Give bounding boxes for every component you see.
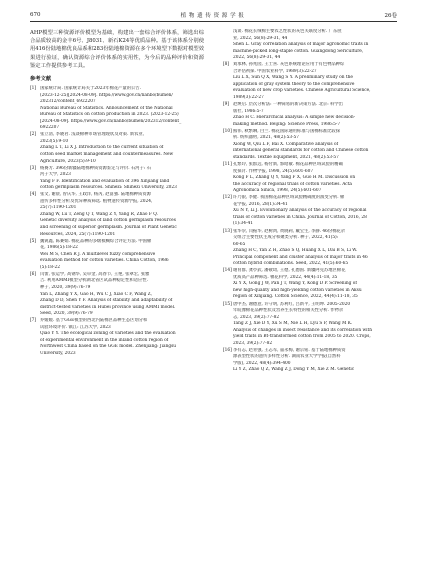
reference-text	[233, 229, 397, 268]
reference-line: 版社, 1986:5-7	[233, 108, 264, 114]
reference-line: making method. Beijing: Science Press, 1986:5-7	[233, 121, 341, 127]
reference-text	[40, 272, 204, 318]
reference-line: Principal component and cluster analysis of major traits in 46	[233, 254, 368, 260]
reference-line: Yang F F. Identification and evaluation of 396 Xinjiang land	[40, 178, 170, 184]
reference-line: Bureau of Statistics on cotton production in 2023. (2023-12-25)	[40, 112, 179, 118]
header-rule	[30, 21, 397, 22]
reference-number: [12]	[223, 195, 232, 201]
reference-line: 202312/content_6922207	[40, 99, 96, 105]
reference-line: Zhang L T, Li X J. Introduction to the current situation of	[40, 145, 164, 151]
reference-line: 赵焕启. 层次分析法: 一种简易的新决策方法. 北京: 科学出	[233, 102, 343, 108]
running-header	[30, 10, 397, 20]
reference-line: 孔繁玲, 张群远, 杨付新, 郭昭敏. 棉花品种区域试验的精确	[233, 162, 343, 167]
reference-line: 2023, 39(2):77-82	[233, 340, 273, 346]
reference-line: Northwest China based on the GGE model. Zhenjiang: Jiangsu	[40, 344, 177, 350]
reference-line: Zhang D D, Shen Y F. Analysis of stability and adaptability of	[40, 298, 173, 304]
reference-item	[30, 272, 204, 318]
reference-line: 花学报, 2016, 28(1):34-41	[233, 201, 288, 207]
reference-line: machine-picked long-staple cotton. Guangdong Sericulture,	[233, 48, 364, 54]
reference-number: [11]	[223, 162, 232, 167]
reference-number: [6]	[30, 271, 37, 277]
reference-line: Shen L. Gray correlation analysis of major agronomic traits in	[233, 42, 369, 48]
reference-line: National Bureau of Statistics. Announcement of the National	[40, 105, 173, 111]
reference-number: [13]	[223, 228, 232, 234]
references-list-left	[30, 86, 204, 357]
reference-line: 种子, 2020, 39(9):76-79	[40, 284, 91, 290]
reference-number: [1]	[30, 86, 37, 92]
reference-line: new high-quality and high-yielding cotton varieties in Aksu	[233, 287, 362, 293]
reference-line: Resources, 2024, 25(7):1190-1201	[40, 231, 116, 237]
reference-text	[233, 348, 397, 374]
reference-text	[233, 195, 397, 228]
reference-item	[30, 132, 204, 165]
reference-text	[40, 318, 204, 357]
reference-line: 2023(5):9-10	[40, 138, 69, 144]
reference-number	[223, 29, 233, 62]
reference-line: 吉. 利用AMMI模型分析湖北省区试品种稳定性和适应性.	[40, 278, 148, 284]
reference-item	[223, 29, 397, 62]
reference-line: Zhang H C, Yan Z H, Zhao S Q, Huang X L, Dai B S, Li W.	[233, 248, 358, 254]
reference-number: [8]	[223, 62, 230, 68]
reference-text	[40, 239, 204, 272]
reference-text	[233, 302, 397, 348]
reference-line: 源表型性状的遗传多样性分析. 湖南农业大学学报(自然科	[233, 354, 341, 360]
reference-line: 河子大学, 2023	[40, 172, 71, 178]
volume-label: 26卷	[384, 13, 397, 19]
reference-item	[30, 318, 204, 357]
reference-text	[40, 86, 204, 132]
reference-line: 张华崇, 闫振华, 赵树禹, 黄晓莉, 戴宝生, 李静. 46份棉花杂	[233, 228, 346, 234]
reference-line: cotton hybrid combinations. Seed, 2022, 41(5):60-65	[233, 261, 349, 267]
reference-line: application of gray system theory to the comprehensive	[233, 81, 355, 87]
journal-title: 植 物 遗 传 资 源 学 报	[180, 13, 245, 19]
reference-number: [14]	[223, 268, 232, 274]
reference-item	[223, 162, 397, 195]
body-paragraph: AHP模型三种资源评价模型为基础，构建出一套综合评价体系，筛选出综合品质较高的金丰6号、J8031、新石K24等优质品种。基于该体系分别使用416份陆地棉优良品系和283份陆地棉资源在多个环境型下数据对模型效果进行验证，确认资源综合评价体系的实用性，为今后的品种评价和资源鉴定工作提供参考工具。	[30, 30, 204, 69]
reference-number: [15]	[223, 301, 232, 307]
reference-line: University, 2023	[40, 350, 76, 356]
reference-line: 国家统计局. 国家统计局关于2023年棉花产量的公告.	[40, 86, 141, 92]
reference-line: 年皖豫棉花品种性状及营养生长特性的相关性分析. 作物杂	[233, 308, 344, 314]
reference-line: Xiong W, Qiu L F, Bai X. Comparative analysis of	[233, 141, 339, 147]
reference-line: Qiao Y Y. The ecological zoning of varieties and the evaluation	[40, 331, 176, 337]
reference-line: 熊伟, 秋繁琳, 白兰. 棉花国际通用标准与国棉标准比较探	[233, 128, 341, 134]
reference-line: 乔媛媛. 基于GGE模型的西北内陆棉区品种生态区划分和	[40, 318, 148, 324]
reference-line[interactable]: [2024-08-09]. https://www.gov.cn/lianbo/bumen/202312/content_	[40, 118, 182, 124]
reference-line: Agriculture, 2023(5):9-10	[40, 158, 96, 164]
reference-line: Zhang W, Lu T, Zeng Q T, Wang Z Y, Yang R, Zhao F Q.	[40, 211, 158, 217]
reference-number: [2]	[30, 132, 37, 138]
reference-number: [4]	[30, 192, 37, 198]
reference-line: the accuracy of regional trials of cotton varieties. Acta	[233, 181, 352, 187]
reference-item	[30, 86, 204, 132]
reference-line: 2022, 56(8):29-31, 44	[233, 55, 281, 61]
reference-line: (1):34-41	[233, 221, 253, 227]
reference-line: Analysis of changes in insect resistance and its correlation with	[233, 327, 373, 333]
reference-line: Li Y Z, Zhao Q Z, Wang Z J, Dong Y M, Xie Z M. Genetic	[233, 367, 355, 373]
reference-item	[223, 102, 397, 128]
reference-line: 业, 2022, 56(8):29-31, 44	[233, 35, 288, 41]
reference-line: region of Xinjiang. Cotton Science, 2022, 44(4):11-18, 35	[233, 294, 358, 300]
reference-line: 6922207	[40, 125, 60, 131]
reference-line: 张文, 谢晨, 曾庆华, 王政洋, 杨芮, 赵富强. 陆地棉种质资源	[40, 192, 151, 198]
reference-line: Xu N Y, Li J. Evolutionary analysis of the accuracy of regional	[233, 208, 367, 214]
reference-line[interactable]: (2023-12-25)[2024-08-09]. https://www.gov.cn/lianbo/bumen/	[40, 92, 173, 98]
reference-text	[233, 129, 397, 162]
reference-line: 试验环境评价. 镇江: 江苏大学, 2023	[40, 324, 111, 330]
reference-item	[30, 239, 204, 272]
reference-item	[223, 195, 397, 228]
reference-number: [9]	[223, 102, 230, 108]
reference-item	[30, 166, 204, 192]
reference-line: trials of cotton varieties in China. Journal of Cotton, 2016, 28	[233, 214, 367, 220]
reference-line: (5):18-22	[40, 264, 60, 270]
reference-line: 杨赛芳. 396份新疆陆地棉种质资源鉴定与评价. 石河子: 石	[40, 165, 152, 171]
references-list-right	[223, 29, 397, 374]
reference-line: 李有志, 赵青强, 王志军, 董永梅, 谢宗铭. 基于陆地棉种质资	[233, 347, 346, 353]
reference-line: 合评估初探. 中国农业科学, 1989(3):22-27	[233, 68, 317, 74]
reference-item	[223, 348, 397, 374]
reference-line: 许乃银, 李健. 我国棉花品种区域试验精确度的演变分析. 棉	[233, 195, 345, 201]
reference-line: Liu L X, Sun Q X, Wang S Y. A preliminary study on the	[233, 75, 353, 81]
reference-line: evaluation of new crop varieties. Chinese Agricultural Science,	[233, 88, 371, 94]
reference-line: 析. 纺织器材, 2021, 48(2):53-57	[233, 135, 300, 141]
reference-number: [10]	[223, 128, 232, 134]
reference-line: Kong F L, Zhang Q Y, Yang F X, Guo H M. Discussion on	[233, 175, 356, 181]
reference-line: 60-65	[233, 241, 246, 247]
reference-text	[40, 132, 204, 165]
reference-line: standards. Textile Equipment, 2021, 48(2):53-57	[233, 154, 339, 160]
reference-line: 志, 2023, 39(2):77-82	[233, 314, 280, 320]
reference-line: 闫蕾, 张运学, 高钢华, 吴卓金, 高春节, 王艳, 张翠宏, 张雅	[40, 271, 150, 277]
reference-number: [7]	[30, 318, 37, 324]
reference-text	[233, 102, 397, 128]
reference-text	[233, 62, 397, 101]
reference-line: Seed, 2020, 39(9):76-79	[40, 311, 93, 317]
reference-line: 1989(3):22-27	[233, 94, 264, 100]
reference-line: yield traits in Bt-transformed cotton from 2005 to 2020. Crops,	[233, 334, 371, 340]
reference-line: district-tested varieties in Hubei province using AMMI model.	[40, 304, 176, 310]
reference-line: 浅谈. 棉花长绒棉主要农艺性状的灰色关联度分析. 广东蔗	[233, 29, 342, 34]
reference-number: [5]	[30, 238, 37, 244]
reference-line: evaluation method for cotton varieties. China Cotton, 1986	[40, 258, 169, 264]
reference-item	[30, 192, 204, 238]
reference-item	[223, 62, 397, 101]
reference-line: 交组合主要性状主成分和聚类分析. 种子, 2022, 41(5):	[233, 235, 339, 241]
reference-line: Agronomica Sinica, 1998, 24(5):601-607	[233, 188, 322, 194]
reference-item	[223, 302, 397, 348]
reference-line: cotton germplasm resources. Shihezi: Shihezi University, 2023	[40, 185, 177, 191]
reference-line: Xi Y X, Gong J W, Pan J T, Wang Y, Kong D P. Screening of	[233, 281, 357, 287]
right-column	[223, 29, 397, 375]
reference-line: 唐中杰, 谢德意, 许守明, 苏利红, 吕新平, 王明坤. 2005-2020	[233, 301, 351, 307]
reference-line: and screening of superior germplasm. Journal of Plant Genetic	[40, 225, 177, 230]
references-title: 参考文献	[30, 76, 52, 83]
reference-line: 谢育群, 龚亭武, 潘敬琦, 王德, 孔德国. 新疆阿克苏地区棉花	[233, 268, 346, 274]
reference-line: 度探讨. 作物学报, 1998, 24(5):601-607	[233, 168, 314, 174]
reference-line: 张立清, 李晓君. 浅谈棉种市场管理现状及对策. 新农业,	[40, 132, 145, 138]
reference-line: Wei M S, Chen R J. A multilevel fuzzy comprehensive	[40, 251, 156, 257]
reference-line: 优质高产品种筛选. 棉花科学, 2022, 44(4):11-18, 35	[233, 274, 338, 280]
reference-line: 刘承林, 孙兆园, 王士喜. 灰色系统理论应用于有色物品种综	[233, 62, 345, 68]
reference-item	[223, 129, 397, 162]
reference-line: 遗传多样性分析及优异种质筛选. 植物遗传资源学报, 2024,	[40, 198, 153, 204]
reference-line: of experimental environment in the inland cotton region of	[40, 337, 169, 343]
reference-text	[233, 29, 397, 62]
reference-line: 学版), 2022, 48(4):394-400	[233, 360, 291, 366]
reference-item	[223, 268, 397, 301]
reference-line: Yan L, Zhang Y X, Gao H, Wu C J, Xiao C F, Wang Z,	[40, 291, 153, 297]
reference-line: 花, 1986(5):18-22	[40, 245, 78, 251]
reference-number: [3]	[30, 165, 37, 171]
reference-line: Tang Z J, Xie D Y, Xu S M, Nie L H, Lyu S P, Wang M K.	[233, 321, 353, 327]
left-column	[30, 29, 204, 358]
reference-text	[233, 162, 397, 195]
reference-number: [16]	[223, 347, 232, 353]
reference-line: cotton seed market management and countermeasures. New	[40, 151, 174, 157]
reference-line: international general standards for cotton and Chinese cotton	[233, 148, 369, 154]
reference-line: 25(7):1190-1201	[40, 205, 77, 211]
page-number: 670	[30, 12, 41, 18]
reference-text	[40, 192, 204, 238]
reference-text	[233, 268, 397, 301]
reference-item	[223, 229, 397, 268]
reference-line: 魏锐鑫, 陈赛娟. 棉花品种的多级模糊综合评定方法. 中国棉	[40, 238, 152, 244]
reference-line: Genetic diversity analysis of land cotton germplasm resources	[40, 218, 176, 224]
reference-line: Zhao H C. Hierarchical analysis: A simple new decision-	[233, 115, 356, 121]
reference-text	[40, 166, 204, 192]
